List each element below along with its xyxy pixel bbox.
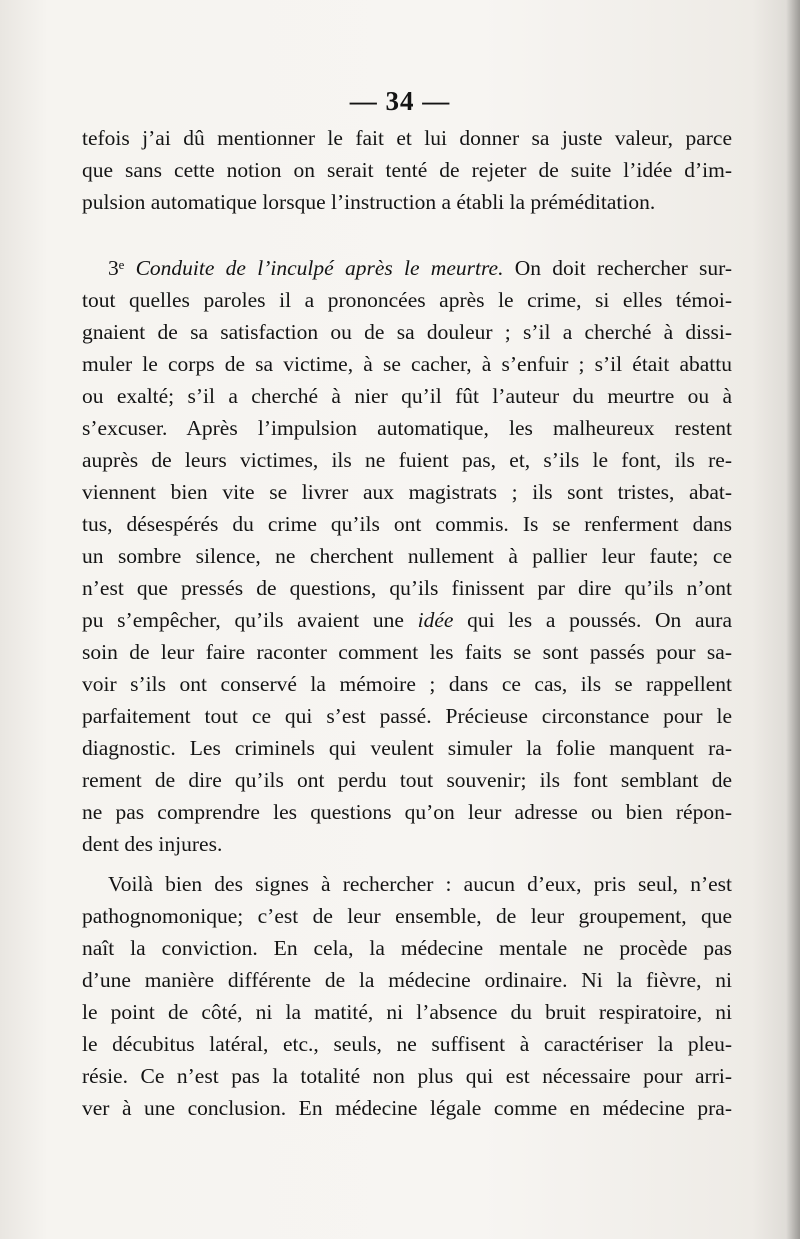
text-line: ver à une conclusion. En médecine légale comme en médecine pra- bbox=[82, 1096, 732, 1120]
paragraph-3 bbox=[82, 868, 732, 1124]
text-line: auprès de leurs victimes, ils ne fuient pas, et, s’ils le font, ils re- bbox=[82, 448, 732, 472]
text-line: parfaitement tout ce qui s’est passé. Précieuse circonstance pour le bbox=[82, 704, 732, 728]
italic-word: idée bbox=[417, 608, 454, 632]
text-line: voir s’ils ont conservé la mémoire ; dans ce cas, ils se rappellent bbox=[82, 672, 732, 696]
text-line: gnaient de sa satisfaction ou de sa douleur ; s’il a cherché à dissi- bbox=[82, 320, 732, 344]
text-line: n’est que pressés de questions, qu’ils finissent par dire qu’ils n’ont bbox=[82, 576, 732, 600]
text-line: le point de côté, ni la matité, ni l’absence du bruit respiratoire, ni bbox=[82, 1000, 732, 1024]
text-segment: pu s’empêcher, qu’ils avaient une bbox=[82, 608, 418, 632]
heading-continuation: On doit rechercher sur- bbox=[503, 256, 733, 280]
text-line: viennent bien vite se livrer aux magistrats ; ils sont tristes, abat- bbox=[82, 480, 732, 504]
text-line: s’excuser. Après l’impulsion automatique, les malheureux restent bbox=[82, 416, 732, 440]
section-heading-line bbox=[82, 252, 732, 284]
paragraph-1 bbox=[82, 122, 732, 218]
text-line: tefois j’ai dû mentionner le fait et lui donner sa juste valeur, parce bbox=[82, 126, 732, 150]
text-line: tus, désespérés du crime qu’ils ont commis. Is se renferment dans bbox=[82, 512, 732, 536]
text-line: un sombre silence, ne cherchent nullement à pallier leur faute; ce bbox=[82, 544, 732, 568]
page-number: — 34 — bbox=[349, 86, 451, 116]
text-segment: qui les a poussés. On aura bbox=[453, 608, 732, 632]
paragraph-2 bbox=[82, 252, 732, 860]
text-line: que sans cette notion on serait tenté de rejeter de suite l’idée d’im- bbox=[82, 158, 732, 182]
page-spine-shadow bbox=[786, 0, 800, 1239]
text-line-with-italic bbox=[82, 604, 732, 636]
text-line: diagnostic. Les criminels qui veulent simuler la folie manquent ra- bbox=[82, 736, 732, 760]
text-line: pulsion automatique lorsque l’instruction a établi la préméditation. bbox=[82, 190, 656, 214]
text-line: soin de leur faire raconter comment les faits se sont passés pour sa- bbox=[82, 640, 732, 664]
text-line: rement de dire qu’ils ont perdu tout souvenir; ils font semblant de bbox=[82, 768, 732, 792]
text-line: tout quelles paroles il a prononcées après le crime, si elles témoi- bbox=[82, 288, 732, 312]
text-line: pathognomonique; c’est de leur ensemble, de leur groupement, que bbox=[82, 904, 732, 928]
text-line: ou exalté; s’il a cherché à nier qu’il fût l’auteur du meurtre ou à bbox=[82, 384, 732, 408]
text-line: muler le corps de sa victime, à se cacher, à s’enfuir ; s’il était abattu bbox=[82, 352, 732, 376]
section-number: 3ᵉ bbox=[108, 256, 125, 280]
text-line: ne pas comprendre les questions qu’on leur adresse ou bien répon- bbox=[82, 800, 732, 824]
text-line: dent des injures. bbox=[82, 832, 223, 856]
text-line: Voilà bien des signes à rechercher : aucun d’eux, pris seul, n’est bbox=[108, 872, 732, 896]
text-line: le décubitus latéral, etc., seuls, ne suffisent à caractériser la pleu- bbox=[82, 1032, 732, 1056]
section-title: Conduite de l’inculpé après le meurtre. bbox=[135, 256, 504, 280]
text-line: d’une manière différente de la médecine ordinaire. Ni la fièvre, ni bbox=[82, 968, 732, 992]
text-line: naît la conviction. En cela, la médecine mentale ne procède pas bbox=[82, 936, 732, 960]
text-line: résie. Ce n’est pas la totalité non plus qui est nécessaire pour arri- bbox=[82, 1064, 732, 1088]
